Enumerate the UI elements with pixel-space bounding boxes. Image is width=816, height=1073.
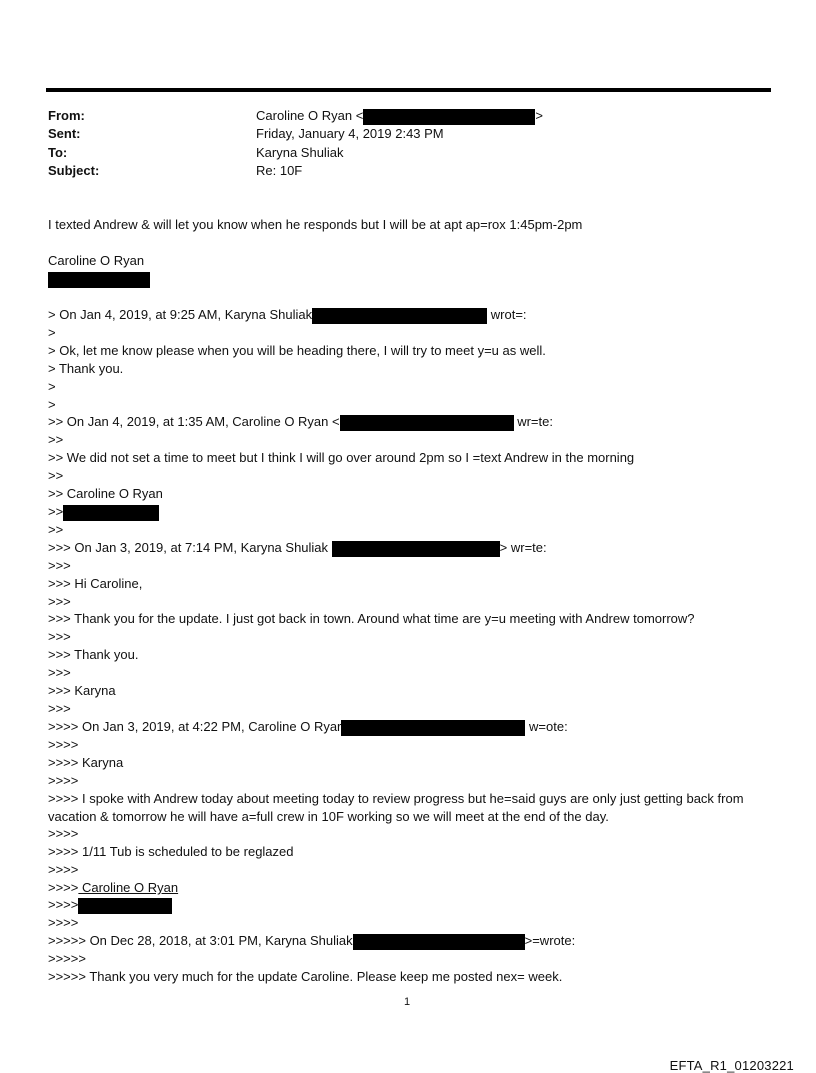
quote-marker: >>>> (48, 826, 79, 841)
quote4-header-end: w=ote: (529, 719, 568, 734)
quote-marker: >>>> (48, 862, 79, 877)
quote3-text: >>> Thank you for the update. I just got back in town. Around what time are y=u meeting with Andrew tomorrow? (48, 611, 695, 626)
quote-marker: >>> (48, 629, 71, 644)
quote2-header (48, 414, 553, 431)
quote3-header-text: >>> On Jan 3, 2019, at 7:14 PM, Karyna Shuliak (48, 540, 329, 555)
quote2-header-text: >> On Jan 4, 2019, at 1:35 AM, Caroline O Ryan < (48, 414, 340, 429)
to-label: To: (48, 145, 68, 160)
quote2-marker: >> (48, 504, 64, 519)
quote4-marker: >>>> (48, 897, 79, 912)
quote1-text: > Ok, let me know please when you will be heading there, I will try to meet y=u as well. (48, 343, 546, 358)
quote-marker: >>> (48, 594, 71, 609)
quote3-greeting: >>> Hi Caroline, (48, 576, 143, 591)
quote4-name: >>>> Karyna (48, 755, 124, 770)
quote4-signature-name: Caroline O Ryan (78, 880, 179, 895)
quote2-header-end: wr=te: (517, 414, 553, 429)
header-rule (46, 88, 771, 92)
quote-marker: >>>> (48, 915, 79, 930)
quote5-text: >>>>> Thank you very much for the update Caroline. Please keep me posted nex= week. (48, 969, 563, 984)
quote2-signature: >> Caroline O Ryan (48, 486, 163, 501)
from-value (256, 108, 543, 125)
quote4-header (48, 719, 568, 736)
quote-marker: >>>> (48, 737, 79, 752)
quote-marker: > (48, 397, 56, 412)
from-name: Caroline O Ryan < (256, 108, 364, 123)
quote-marker: >>> (48, 665, 71, 680)
quote4-header-text: >>>> On Jan 3, 2019, at 4:22 PM, Caroline O Ryar (48, 719, 342, 734)
quote2-signature-redacted (48, 504, 159, 521)
redaction-block (363, 109, 535, 125)
quote2-text: >> We did not set a time to meet but I think I will go over around 2pm so I =text Andrew in the morning (48, 450, 635, 465)
quote3-header-end: > wr=te: (499, 540, 547, 555)
quote4-tub-note: >>>> 1/11 Tub is scheduled to be reglazed (48, 844, 294, 859)
redaction-block (312, 308, 487, 324)
signature-name: Caroline O Ryan (48, 253, 145, 268)
redaction-block (353, 934, 525, 950)
redaction-block (332, 541, 500, 557)
redaction-block (48, 272, 150, 288)
quote1-header (48, 307, 527, 324)
quote1-header-text: > On Jan 4, 2019, at 9:25 AM, Karyna Shuliak (48, 307, 313, 322)
redaction-block (78, 898, 172, 914)
quote1-thanks: > Thank you. (48, 361, 124, 376)
sent-value: Friday, January 4, 2019 2:43 PM (256, 126, 444, 141)
quote-marker: > (48, 379, 56, 394)
quote-marker: >>>>> (48, 951, 86, 966)
signature-redaction (48, 271, 150, 288)
quote-marker: > (48, 325, 56, 340)
subject-label: Subject: (48, 163, 100, 178)
quote-marker: >>> (48, 701, 71, 716)
quote-marker: >> (48, 432, 64, 447)
from-bracket: > (535, 108, 543, 123)
sent-label: Sent: (48, 126, 81, 141)
quote5-header-end: >=wrote: (524, 933, 576, 948)
from-label: From: (48, 108, 85, 123)
quote3-header (48, 540, 547, 557)
quote-marker: >>> (48, 558, 71, 573)
quote-marker: >>>> (48, 773, 79, 788)
document-id: EFTA_R1_01203221 (669, 1058, 794, 1073)
intro-text: I texted Andrew & will let you know when he responds but I will be at apt ap=rox 1:45pm-2pm (48, 217, 583, 232)
quote4-marker: >>>> (48, 880, 79, 895)
quote5-header (48, 933, 575, 950)
quote4-text: >>>> I spoke with Andrew today about meeting today to review progress but he=said guys are only just getting back from vacation & tomorrow he will have a=full crew in 10F working so we will meet at the end of the day. (48, 791, 744, 824)
to-value: Karyna Shuliak (256, 145, 344, 160)
subject-value: Re: 10F (256, 163, 303, 178)
quote3-name: >>> Karyna (48, 683, 116, 698)
quote1-header-end: wrot=: (490, 307, 527, 322)
quote4-signature (48, 880, 178, 895)
redaction-block (63, 505, 159, 521)
quote-marker: >> (48, 522, 64, 537)
quote3-thanks: >>> Thank you. (48, 647, 139, 662)
quote5-header-text: >>>>> On Dec 28, 2018, at 3:01 PM, Karyna Shuliak (48, 933, 353, 948)
quote-marker: >> (48, 468, 64, 483)
quote4-signature-redacted (48, 897, 172, 914)
redaction-block (341, 720, 525, 736)
redaction-block (340, 415, 514, 431)
page-number: 1 (404, 996, 411, 1008)
